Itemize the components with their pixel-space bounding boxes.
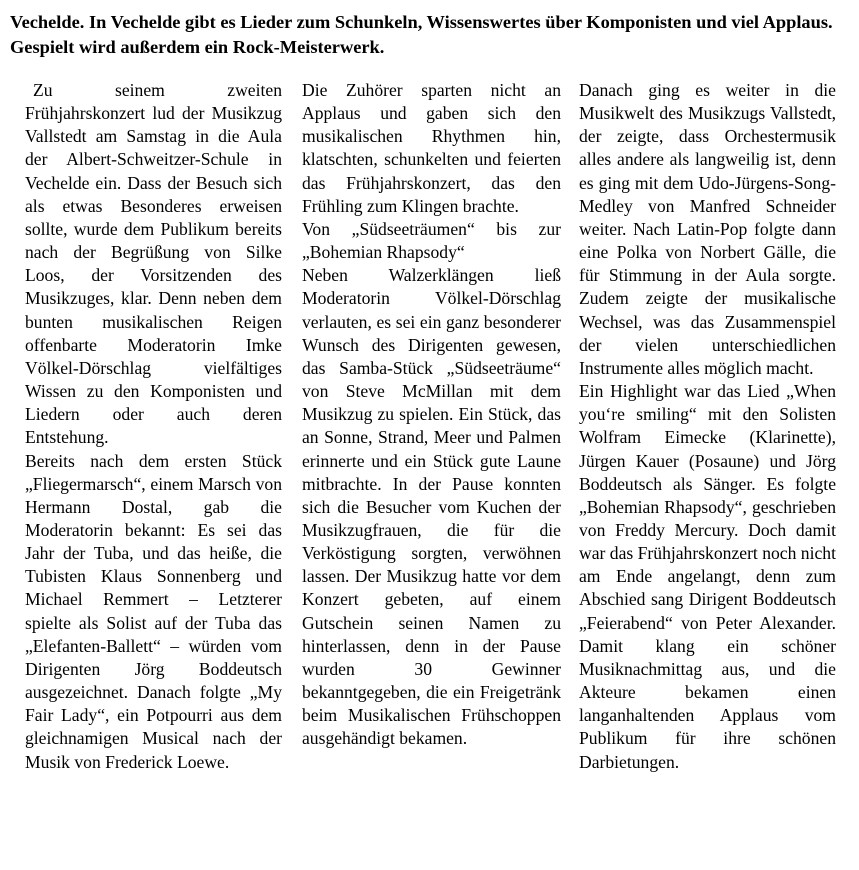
article-column-1 [25, 79, 282, 774]
subheading: Von „Südseeträumen“ bis zur „Bohemian Rhapsody“ [302, 218, 561, 263]
article-lead: Vechelde. In Vechelde gibt es Lieder zum Schunkeln, Wissenswertes über Komponisten und viel Applaus. Gespielt wird außerdem ein Rock-Meisterwerk. [10, 12, 833, 57]
paragraph: Neben Walzerklängen ließ Moderatorin Völkel-Dörschlag verlauten, es sei ein ganz besonderer Wunsch des Dirigenten gewesen, das Samba-Stück „Südseeträume“ von Steve McMillan mit dem Musikzug zu spielen. Ein Stück, das an Sonne, Strand, Meer und Palmen erinnerte und ein Stück gute Laune mitbrachte. In der Pause konnten sich die Besucher vom Kuchen der Musikzugfrauen, die für die Verköstigung sorgten, verwöhnen lassen. Der Musikzug hatte vor dem Konzert gebeten, auf einem Gutschein seinen Namen zu hinterlassen, denn in der Pause wurden 30 Gewinner bekanntgegeben, die ein Freigetränk beim Musikalischen Frühschoppen ausgehändigt bekamen. [302, 265, 561, 749]
article-column-3 [579, 79, 836, 774]
article-column-2 [302, 79, 561, 751]
paragraph: Ein Highlight war das Lied „When you‘re smiling“ mit den Solisten Wolfram Eimecke (Klarinette), Jürgen Kauer (Posaune) und Jörg Boddeutsch als Sänger. Es folgte „Bohemian Rhapsody“, geschrieben von Freddy Mercury. Doch damit war das Frühjahrskonzert noch nicht am Ende angelangt, denn zum Abschied sang Dirigent Boddeutsch „Feierabend“ von Peter Alexander. Damit klang ein schöner Musiknachmittag aus, und die Akteure bekamen einen langanhaltenden Applaus vom Publikum für ihre schönen Darbietungen. [579, 381, 836, 772]
paragraph: Zu seinem zweiten Frühjahrskonzert lud der Musikzug Vallstedt am Samstag in die Aula der Albert-Schweitzer-Schule in Vechelde ein. Dass der Besuch sich als etwas Besonderes erweisen sollte, wurde dem Publikum bereits nach der Begrüßung von Silke Loos, der Vorsitzenden des Musikzuges, klar. Denn neben dem bunten musikalischen Reigen offenbarte Moderatorin Imke Völkel-Dörschlag vielfältiges Wissen zu den Komponisten und Liedern oder auch deren Entstehung. [25, 80, 282, 448]
paragraph: Die Zuhörer sparten nicht an Applaus und gaben sich den musikalischen Rhythmen hin, klatschten, schunkelten und feierten das Frühjahrskonzert, das den Frühling zum Klingen brachte. [302, 80, 561, 216]
paragraph: Bereits nach dem ersten Stück „Fliegermarsch“, einem Marsch von Hermann Dostal, gab die Moderatorin bekannt: Es sei das Jahr der Tuba, und das heiße, die Tubisten Klaus Sonnenberg und Michael Remmert – Letzterer spielte als Solist auf der Tuba das „Elefanten-Ballett“ – würden vom Dirigenten Jörg Boddeutsch ausgezeichnet. Danach folgte „My Fair Lady“, ein Potpourri aus dem gleichnamigen Musical nach der Musik von Frederick Loewe. [25, 450, 282, 772]
paragraph: Danach ging es weiter in die Musikwelt des Musikzugs Vallstedt, der zeigte, dass Orchestermusik alles andere als langweilig ist, denn es ging mit dem Udo-Jürgens-Song-Medley von Manfred Schneider weiter. Nach Latin-Pop folgte dann eine Polka von Norbert Gälle, die für Stimmung in der Aula sorgte. Zudem zeigte der musikalische Wechsel, was das Zusammenspiel der vielen unterschiedlichen Instrumente alles möglich macht. [579, 80, 836, 378]
